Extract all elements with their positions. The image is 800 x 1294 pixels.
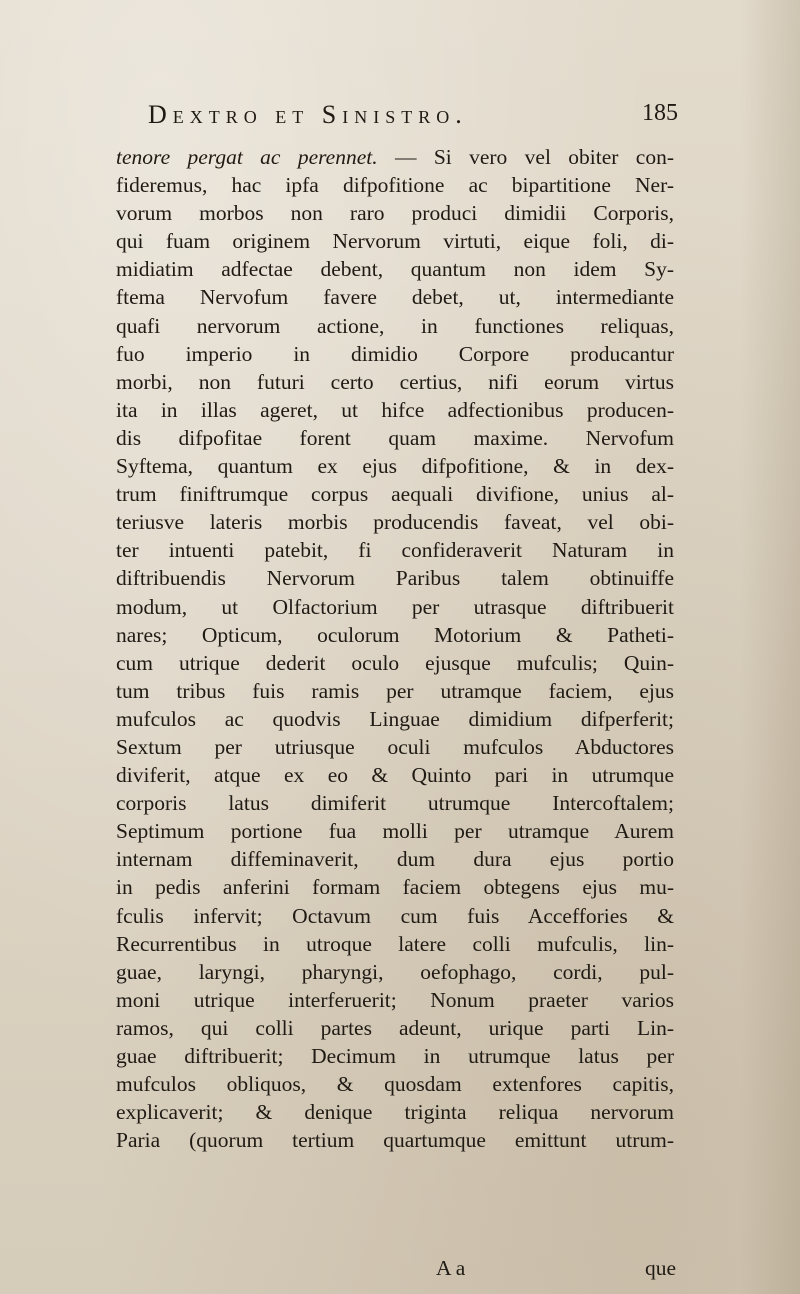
running-title: Dextro et Sinistro. bbox=[148, 100, 468, 129]
text-line: qui fuam originem Nervorum virtuti, eique foli, di- bbox=[116, 229, 674, 254]
text-line: moni utrique interferuerit; Nonum praeter varios bbox=[116, 987, 674, 1012]
text-line: fideremus, hac ipfa difpofitione ac bipartitione Ner- bbox=[116, 173, 674, 198]
text-line: Syftema, quantum ex ejus difpofitione, & in dex- bbox=[116, 454, 674, 479]
text-line: diftribuendis Nervorum Paribus talem obtinuiffe bbox=[116, 566, 674, 591]
text-line: modum, ut Olfactorium per utrasque diftribuerit bbox=[116, 594, 674, 619]
text-line: fuo imperio in dimidio Corpore producantur bbox=[116, 341, 674, 366]
text-line: Recurrentibus in utroque latere colli mufculis, lin- bbox=[116, 931, 674, 956]
text-line: guae, laryngi, pharyngi, oefophago, cordi, pul- bbox=[116, 959, 674, 984]
text-line: mufculos obliquos, & quosdam extenfores capitis, bbox=[116, 1072, 674, 1097]
text-line: quafi nervorum actione, in functiones reliquas, bbox=[116, 313, 674, 338]
running-head bbox=[148, 100, 678, 134]
text-line: morbi, non futuri certo certius, nifi eorum virtus bbox=[116, 369, 674, 394]
text-line: ftema Nervofum favere debet, ut, intermediante bbox=[116, 285, 674, 310]
text-line: ter intuenti patebit, fi confideraverit Naturam in bbox=[116, 538, 674, 563]
text-line: explicaverit; & denique triginta reliqua nervorum bbox=[116, 1100, 674, 1125]
text-line: dis difpofitae forent quam maxime. Nervofum bbox=[116, 425, 674, 450]
text-line: cum utrique dederit oculo ejusque mufculis; Quin- bbox=[116, 650, 674, 675]
text-line: ramos, qui colli partes adeunt, urique parti Lin- bbox=[116, 1015, 674, 1040]
text-line: Paria (quorum tertium quartumque emittunt utrum- bbox=[116, 1128, 674, 1153]
text-line: vorum morbos non raro produci dimidii Corporis, bbox=[116, 201, 674, 226]
italic-lead-phrase: tenore pergat ac perennet. bbox=[116, 145, 378, 169]
text-line: teriusve lateris morbis producendis faveat, vel obi- bbox=[116, 510, 674, 535]
page-number: 185 bbox=[642, 100, 678, 126]
footer-line bbox=[116, 1256, 676, 1284]
catchword: que bbox=[644, 1256, 676, 1280]
text-line: in pedis anferini formam faciem obtegens ejus mu- bbox=[116, 875, 674, 900]
text-line: trum finiftrumque corpus aequali divifione, unius al- bbox=[116, 482, 674, 507]
text-line: tum tribus fuis ramis per utramque faciem, ejus bbox=[116, 678, 674, 703]
text-line: Sextum per utriusque oculi mufculos Abductores bbox=[116, 734, 674, 759]
text-line: internam diffeminaverit, dum dura ejus portio bbox=[116, 847, 674, 872]
text-line: fculis infervit; Octavum cum fuis Acceffories & bbox=[116, 903, 674, 928]
text-line: corporis latus dimiferit utrumque Intercoftalem; bbox=[116, 791, 674, 816]
text-line: guae diftribuerit; Decimum in utrumque latus per bbox=[116, 1044, 674, 1068]
text-line: Septimum portione fua molli per utramque Aurem bbox=[116, 819, 674, 844]
text-line: ita in illas ageret, ut hifce adfectionibus producen- bbox=[116, 397, 674, 422]
signature-mark: A a bbox=[436, 1256, 466, 1280]
text-line: midiatim adfectae debent, quantum non idem Sy- bbox=[116, 257, 674, 282]
text-line: nares; Opticum, oculorum Motorium & Patheti- bbox=[116, 622, 674, 647]
text-line-1 bbox=[116, 143, 674, 171]
first-line-rest: — Si vero vel obiter con- bbox=[377, 145, 674, 169]
text-line: diviferit, atque ex eo & Quinto pari in utrumque bbox=[116, 763, 674, 788]
body-text bbox=[116, 143, 674, 1154]
page-edge-shadow bbox=[740, 0, 800, 1294]
text-line: mufculos ac quodvis Linguae dimidium difperferit; bbox=[116, 706, 674, 731]
